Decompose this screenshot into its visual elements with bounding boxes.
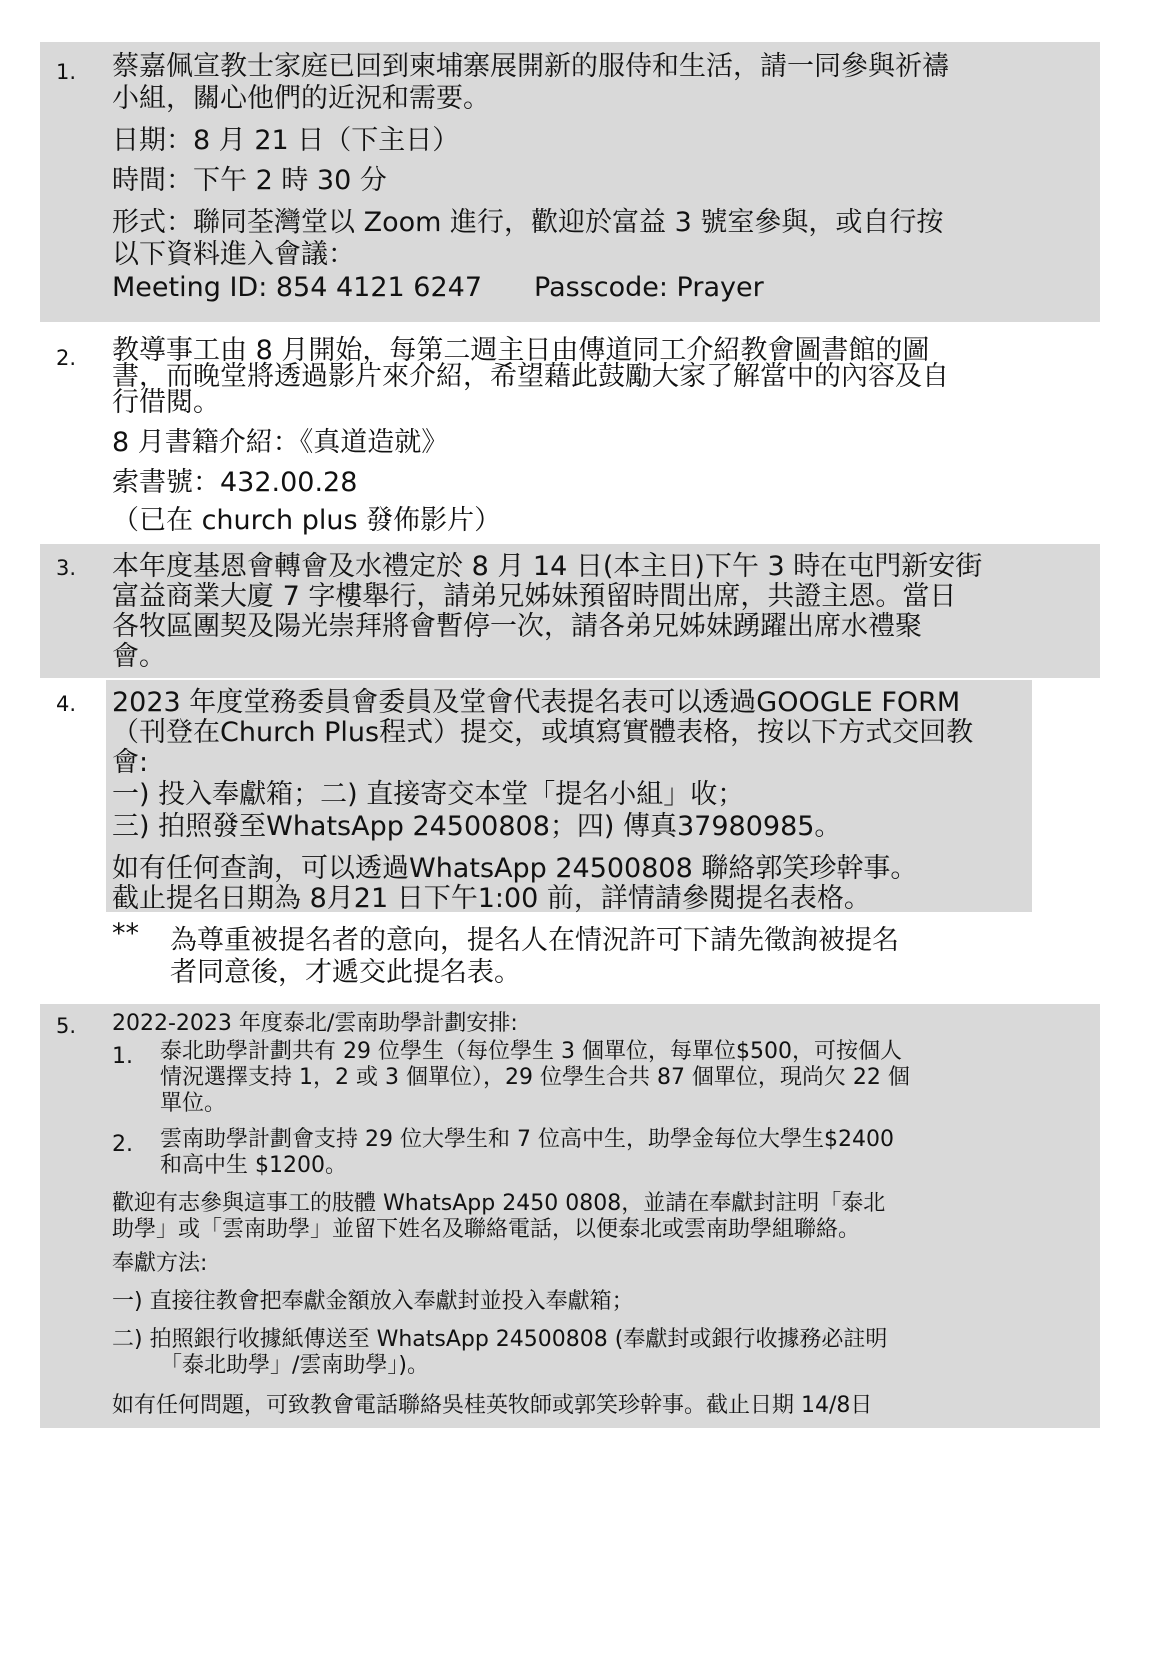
sub-item-number: 1. [112, 1044, 133, 1069]
item-text: 本年度基恩會轉會及水禮定於 8 月 14 日(本主日)下午 3 時在屯門新安街 [112, 551, 983, 582]
announcement-5 [40, 1004, 1100, 1428]
item-text: 歡迎有志參與這事工的肢體 WhatsApp 2450 0808，並請在奉獻封註明「泰北 [112, 1191, 886, 1216]
item-text: 書，而晚堂將透過影片來介紹，希望藉此鼓勵大家了解當中的內容及自 [112, 361, 949, 392]
book-intro: 8 月書籍介紹：《真道造就》 [112, 427, 449, 458]
sub-item-text: 雲南助學計劃會支持 29 位大學生和 7 位高中生，助學金每位大學生$2400 [160, 1127, 894, 1152]
meeting-id: Meeting ID: 854 4121 6247 [112, 272, 482, 303]
item-text: 以下資料進入會議： [112, 239, 355, 270]
item-number: 4. [56, 692, 77, 716]
item-text: 小組，關心他們的近況和需要。 [112, 83, 490, 114]
sub-item-text: 泰北助學計劃共有 29 位學生（每位學生 3 個單位，每單位$500，可按個人 [160, 1039, 902, 1064]
item-text: 一) 直接往教會把奉獻金額放入奉獻封並投入奉獻箱； [112, 1289, 634, 1314]
sub-item-text: 單位。 [160, 1091, 227, 1116]
item-text: 行借閱。 [112, 387, 220, 418]
item-text: 「泰北助學」/雲南助學」)。 [160, 1353, 429, 1378]
item-text: 形式：聯同荃灣堂以 Zoom 進行，歡迎於富益 3 號室參與，或自行按 [112, 207, 944, 238]
sub-item-text: 和高中生 $1200。 [160, 1153, 347, 1178]
item-text: 2023 年度堂務委員會委員及堂會代表提名表可以透過GOOGLE FORM [112, 687, 961, 718]
meeting-passcode: Passcode: Prayer [534, 272, 764, 303]
item-text: 二) 拍照銀行收據紙傳送至 WhatsApp 24500808 (奉獻封或銀行收據務必註明 [112, 1327, 888, 1352]
item-date: 日期：8 月 21 日（下主日） [112, 125, 460, 156]
item-text: 奉獻方法: [112, 1251, 208, 1276]
item-text: 各牧區團契及陽光崇拜將會暫停一次，請各弟兄姊妹踴躍出席水禮聚 [112, 611, 922, 642]
item-number: 1. [56, 60, 77, 84]
item-text: 如有任何問題，可致教會電話聯絡吳桂英牧師或郭笑珍幹事。截止日期 14/8日 [112, 1393, 873, 1418]
announcement-3 [40, 544, 1100, 678]
item-text: 截止提名日期為 8月21 日下午1:00 前，詳情請參閱提名表格。 [112, 883, 871, 914]
sub-item-text: 情況選擇支持 1，2 或 3 個單位），29 位學生合共 87 個單位，現尚欠 22 個 [160, 1065, 910, 1090]
item-heading: 2022-2023 年度泰北/雲南助學計劃安排: [112, 1011, 518, 1036]
video-note: （已在 church plus 發佈影片） [112, 505, 502, 536]
item-number: 2. [56, 346, 77, 370]
announcement-4 [40, 680, 1100, 990]
item-text: 助學」或「雲南助學」並留下姓名及聯絡電話，以便泰北或雲南助學組聯絡。 [112, 1217, 861, 1242]
item-text: 一) 投入奉獻箱；二) 直接寄交本堂「提名小組」收； [112, 779, 745, 810]
note-marker: ** [112, 918, 139, 949]
item-text: （刊登在Church Plus程式）提交，或填寫實體表格，按以下方式交回教 [112, 717, 974, 748]
announcement-1 [40, 42, 1100, 322]
item-text: 蔡嘉佩宣教士家庭已回到柬埔寨展開新的服侍和生活，請一同參與祈禱 [112, 51, 949, 82]
item-text: 如有任何查詢，可以透過WhatsApp 24500808 聯絡郭笑珍幹事。 [112, 853, 918, 884]
item-number: 3. [56, 556, 77, 580]
item-text: 會: [112, 747, 149, 778]
announcement-2 [40, 334, 1100, 544]
note-text: 者同意後，才遞交此提名表。 [170, 957, 521, 988]
sub-item-number: 2. [112, 1132, 133, 1157]
item-text: 三) 拍照發至WhatsApp 24500808；四) 傳真37980985。 [112, 811, 842, 842]
call-number: 索書號：432.00.28 [112, 467, 358, 498]
item-text: 富益商業大廈 7 字樓舉行，請弟兄姊妹預留時間出席，共證主恩。當日 [112, 581, 957, 612]
item-number: 5. [56, 1014, 77, 1038]
note-text: 為尊重被提名者的意向，提名人在情況許可下請先徵詢被提名 [170, 925, 899, 956]
item-text: 教導事工由 8 月開始，每第二週主日由傳道同工介紹教會圖書館的圖 [112, 335, 930, 366]
item-time: 時間：下午 2 時 30 分 [112, 165, 387, 196]
item-text: 會。 [112, 641, 166, 672]
